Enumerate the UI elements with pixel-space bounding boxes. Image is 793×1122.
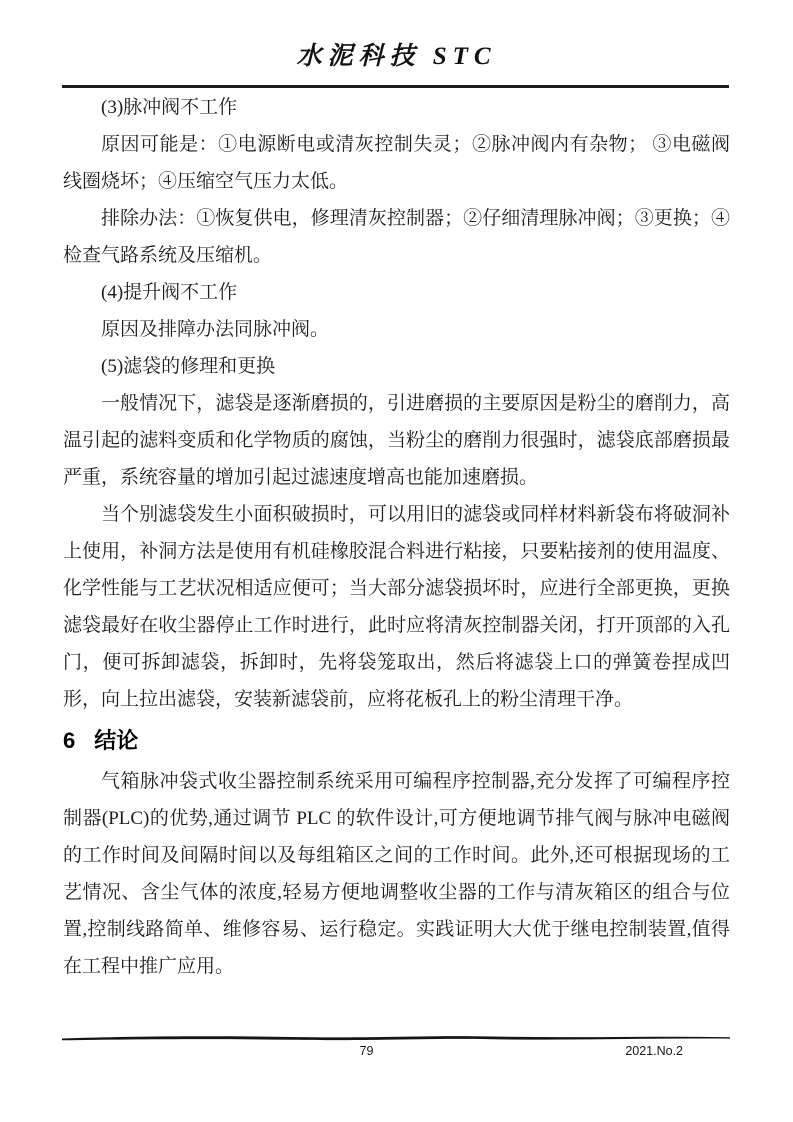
paragraph: (4)提升阀不工作 <box>101 282 238 303</box>
paragraph: (3)脉冲阀不工作 <box>101 97 238 118</box>
paragraph: 一般情况下，滤袋是逐渐磨损的，引进磨损的主要原因是粉尘的磨削力，高温引起的滤料变质和化学物质的腐蚀，当粉尘的磨削力很强时，滤袋底部磨损最严重，系统容量的增加引起过滤速度增高也能加速磨损。 <box>63 393 730 488</box>
journal-title: 水泥科技 STC <box>296 43 497 70</box>
section-heading <box>63 721 730 761</box>
conclusion-paragraph: 气箱脉冲袋式收尘器控制系统采用可编程序控制器,充分发挥了可编程序控制器(PLC)的优势,通过调节 PLC 的软件设计,可方便地调节排气阀与脉冲电磁阀的工作时间及间隔时间以及每组箱区之间的工作时间。此外,还可根据现场的工艺情况、含尘气体的浓度,轻易方便地调整收尘器的工作与清灰箱区的组合与位置,控制线路简单、维修容易、运行稳定。实践证明大大优于继电控制装置,值得在工程中推广应用。 <box>63 771 730 977</box>
footer-page-number: 79 <box>359 1044 374 1058</box>
section-heading-title: 结论 <box>94 728 139 753</box>
paragraph: (5)滤袋的修理和更换 <box>101 356 276 377</box>
paragraph: 当个别滤袋发生小面积破损时，可以用旧的滤袋或同样材料新袋布将破洞补上使用，补洞方法是使用有机硅橡胶混合料进行粘接，只要粘接剂的使用温度、化学性能与工艺状况相适应便可；当大部分滤袋损坏时，应进行全部更换，更换滤袋最好在收尘器停止工作时进行，此时应将清灰控制器关闭，打开顶部的入孔门，便可拆卸滤袋，拆卸时，先将袋笼取出，然后将滤袋上口的弹簧卷捏成凹形，向上拉出滤袋，安装新滤袋前，应将花板孔上的粉尘清理干净。 <box>63 504 730 710</box>
footer-issue-number: 2021.No.2 <box>625 1044 683 1058</box>
paragraph: 原因及排障办法同脉冲阀。 <box>101 319 330 340</box>
footer-rule <box>62 1034 730 1043</box>
header-rule <box>62 85 729 88</box>
paragraph: 原因可能是：①电源断电或清灰控制失灵；②脉冲阀内有杂物； ③电磁阀线圈烧坏；④压缩空气压力太低。 <box>63 134 730 192</box>
section-heading-number: 6 <box>63 728 76 753</box>
article-body <box>63 89 730 985</box>
journal-header <box>63 40 730 74</box>
paragraph: 排除办法：①恢复供电，修理清灰控制器；②仔细清理脉冲阀；③更换；④检查气路系统及压缩机。 <box>63 208 730 266</box>
